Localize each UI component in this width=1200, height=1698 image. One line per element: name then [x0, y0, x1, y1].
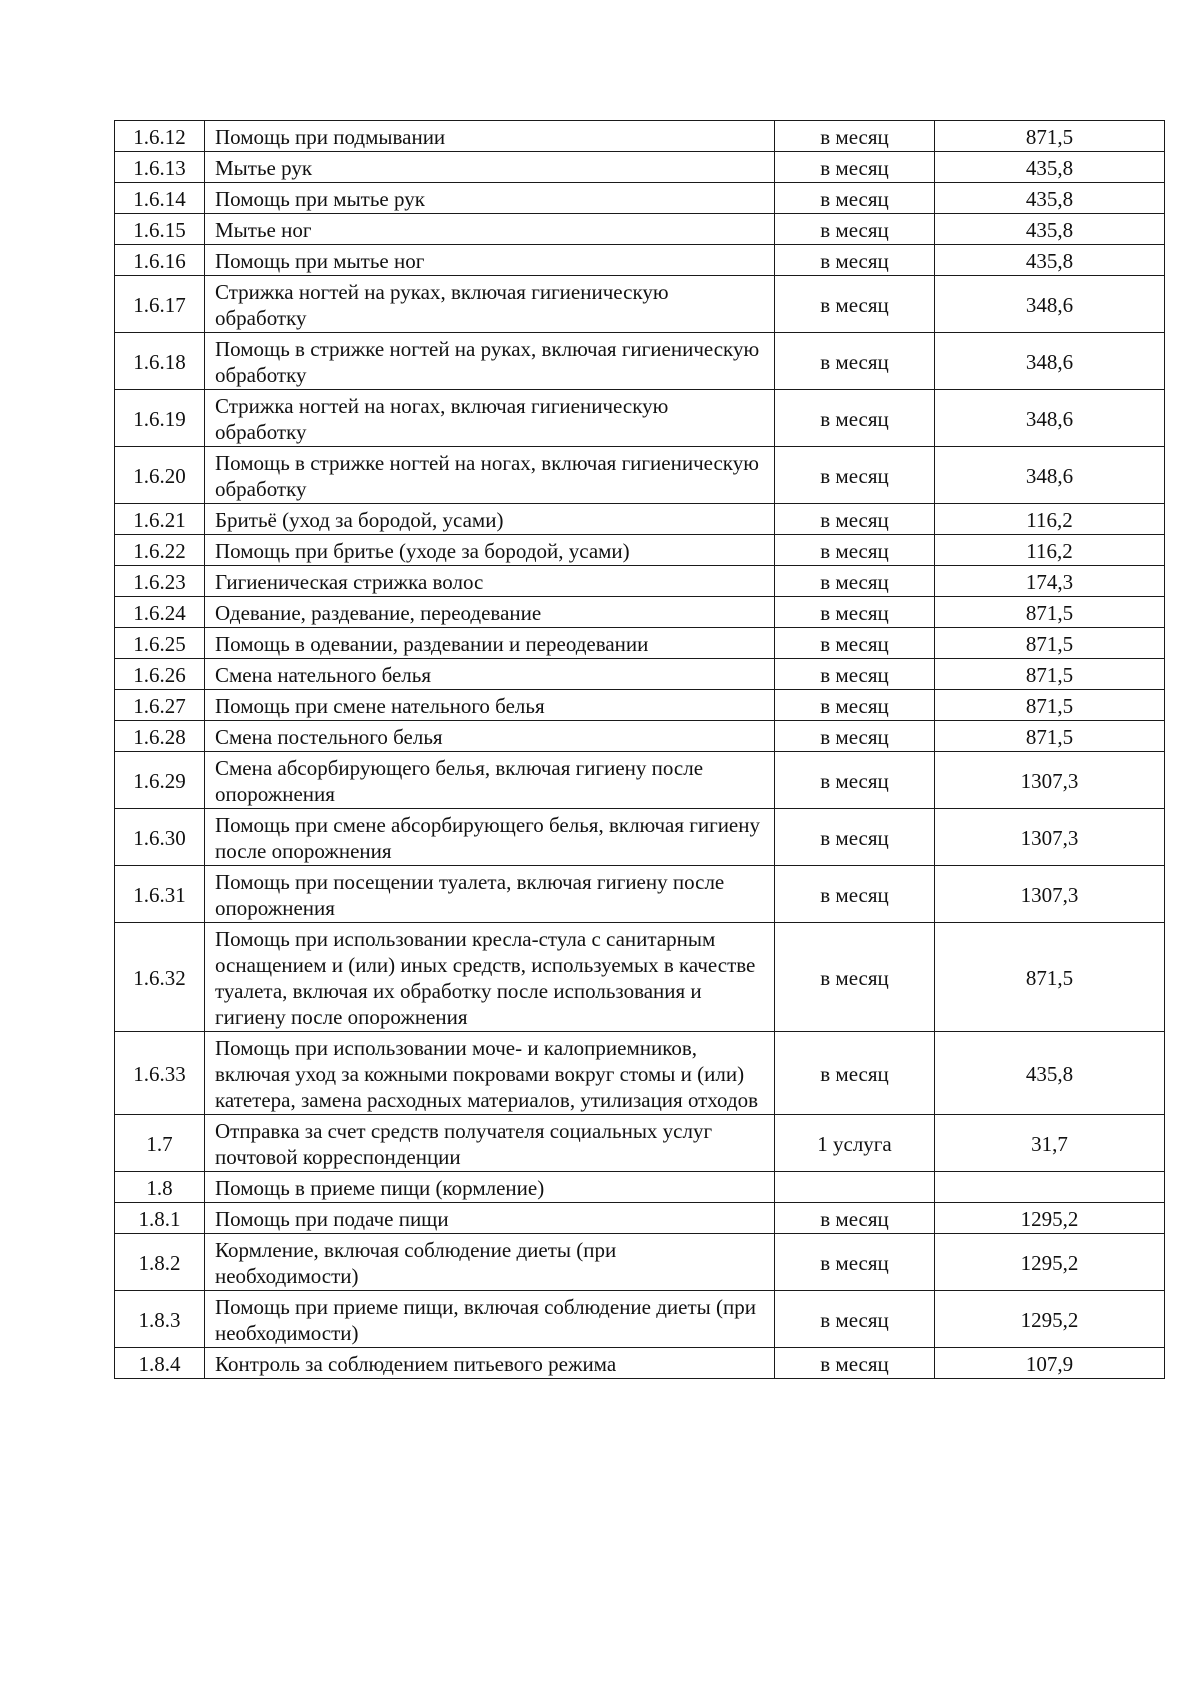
unit-of-measure: в месяц	[775, 121, 935, 152]
table-row	[115, 566, 1165, 597]
service-price: 116,2	[935, 535, 1165, 566]
unit-of-measure: в месяц	[775, 1348, 935, 1379]
row-number: 1.7	[115, 1115, 205, 1172]
row-number: 1.8.2	[115, 1234, 205, 1291]
table-row	[115, 752, 1165, 809]
unit-of-measure	[775, 1172, 935, 1203]
service-name: Помощь при подмывании	[205, 121, 775, 152]
unit-of-measure: в месяц	[775, 923, 935, 1032]
row-number: 1.6.28	[115, 721, 205, 752]
service-price: 435,8	[935, 152, 1165, 183]
row-number: 1.6.32	[115, 923, 205, 1032]
service-name: Помощь при бритье (уходе за бородой, усами)	[205, 535, 775, 566]
service-price: 435,8	[935, 245, 1165, 276]
service-name: Гигиеническая стрижка волос	[205, 566, 775, 597]
service-name: Смена постельного белья	[205, 721, 775, 752]
row-number: 1.6.22	[115, 535, 205, 566]
row-number: 1.6.30	[115, 809, 205, 866]
row-number: 1.6.21	[115, 504, 205, 535]
service-name: Контроль за соблюдением питьевого режима	[205, 1348, 775, 1379]
unit-of-measure: в месяц	[775, 566, 935, 597]
table-row	[115, 504, 1165, 535]
unit-of-measure: в месяц	[775, 447, 935, 504]
service-price: 348,6	[935, 333, 1165, 390]
service-price: 871,5	[935, 721, 1165, 752]
unit-of-measure: в месяц	[775, 1203, 935, 1234]
service-name: Отправка за счет средств получателя социальных услуг почтовой корреспонденции	[205, 1115, 775, 1172]
service-name: Смена нательного белья	[205, 659, 775, 690]
unit-of-measure: в месяц	[775, 245, 935, 276]
service-price: 1295,2	[935, 1291, 1165, 1348]
table-row	[115, 1203, 1165, 1234]
row-number: 1.8	[115, 1172, 205, 1203]
unit-of-measure: в месяц	[775, 690, 935, 721]
service-price: 31,7	[935, 1115, 1165, 1172]
row-number: 1.6.27	[115, 690, 205, 721]
table-row	[115, 333, 1165, 390]
table-row	[115, 721, 1165, 752]
service-price: 871,5	[935, 121, 1165, 152]
row-number: 1.6.16	[115, 245, 205, 276]
unit-of-measure: в месяц	[775, 809, 935, 866]
service-name: Мытье ног	[205, 214, 775, 245]
service-price: 871,5	[935, 628, 1165, 659]
row-number: 1.6.24	[115, 597, 205, 628]
table-row	[115, 245, 1165, 276]
service-name: Помощь при мытье рук	[205, 183, 775, 214]
unit-of-measure: в месяц	[775, 276, 935, 333]
service-name: Стрижка ногтей на руках, включая гигиеническую обработку	[205, 276, 775, 333]
service-price: 435,8	[935, 183, 1165, 214]
row-number: 1.8.3	[115, 1291, 205, 1348]
service-price: 107,9	[935, 1348, 1165, 1379]
service-name: Мытье рук	[205, 152, 775, 183]
unit-of-measure: в месяц	[775, 183, 935, 214]
unit-of-measure: в месяц	[775, 214, 935, 245]
row-number: 1.6.31	[115, 866, 205, 923]
service-price: 1295,2	[935, 1203, 1165, 1234]
unit-of-measure: в месяц	[775, 659, 935, 690]
table-row	[115, 1291, 1165, 1348]
services-price-table	[114, 120, 1165, 1379]
table-row	[115, 809, 1165, 866]
unit-of-measure: в месяц	[775, 866, 935, 923]
service-name: Кормление, включая соблюдение диеты (при необходимости)	[205, 1234, 775, 1291]
table-row	[115, 535, 1165, 566]
service-price: 116,2	[935, 504, 1165, 535]
service-name: Одевание, раздевание, переодевание	[205, 597, 775, 628]
row-number: 1.6.20	[115, 447, 205, 504]
table-row	[115, 214, 1165, 245]
row-number: 1.6.14	[115, 183, 205, 214]
service-name: Помощь при посещении туалета, включая гигиену после опорожнения	[205, 866, 775, 923]
row-number: 1.6.13	[115, 152, 205, 183]
service-price: 1307,3	[935, 752, 1165, 809]
service-price: 435,8	[935, 1032, 1165, 1115]
table-row	[115, 121, 1165, 152]
row-number: 1.6.18	[115, 333, 205, 390]
unit-of-measure: в месяц	[775, 1032, 935, 1115]
service-name: Помощь при смене нательного белья	[205, 690, 775, 721]
table-row	[115, 1172, 1165, 1203]
row-number: 1.6.26	[115, 659, 205, 690]
table-row	[115, 183, 1165, 214]
service-name: Помощь в одевании, раздевании и переодевании	[205, 628, 775, 659]
service-name: Помощь при использовании кресла-стула с санитарным оснащением и (или) иных средств, используемых в качестве туалета, включая их обработку после использования и гигиену после опорожнения	[205, 923, 775, 1032]
service-price	[935, 1172, 1165, 1203]
service-name: Помощь при подаче пищи	[205, 1203, 775, 1234]
table-row	[115, 659, 1165, 690]
service-price: 348,6	[935, 447, 1165, 504]
service-price: 174,3	[935, 566, 1165, 597]
table-row	[115, 628, 1165, 659]
table-row	[115, 923, 1165, 1032]
row-number: 1.6.29	[115, 752, 205, 809]
unit-of-measure: в месяц	[775, 535, 935, 566]
unit-of-measure: в месяц	[775, 1291, 935, 1348]
unit-of-measure: в месяц	[775, 390, 935, 447]
row-number: 1.6.15	[115, 214, 205, 245]
service-name: Бритьё (уход за бородой, усами)	[205, 504, 775, 535]
service-name: Помощь при приеме пищи, включая соблюдение диеты (при необходимости)	[205, 1291, 775, 1348]
service-price: 1295,2	[935, 1234, 1165, 1291]
unit-of-measure: в месяц	[775, 152, 935, 183]
unit-of-measure: в месяц	[775, 1234, 935, 1291]
table-row	[115, 690, 1165, 721]
table-row	[115, 597, 1165, 628]
service-name: Стрижка ногтей на ногах, включая гигиеническую обработку	[205, 390, 775, 447]
table-row	[115, 276, 1165, 333]
row-number: 1.6.23	[115, 566, 205, 597]
row-number: 1.6.25	[115, 628, 205, 659]
row-number: 1.8.1	[115, 1203, 205, 1234]
row-number: 1.6.33	[115, 1032, 205, 1115]
unit-of-measure: в месяц	[775, 333, 935, 390]
service-name: Помощь при мытье ног	[205, 245, 775, 276]
row-number: 1.8.4	[115, 1348, 205, 1379]
service-name: Помощь при использовании моче- и калоприемников, включая уход за кожными покровами вокруг стомы и (или) катетера, замена расходных материалов, утилизация отходов	[205, 1032, 775, 1115]
table-row	[115, 1348, 1165, 1379]
service-name: Смена абсорбирующего белья, включая гигиену после опорожнения	[205, 752, 775, 809]
unit-of-measure: в месяц	[775, 504, 935, 535]
table-row	[115, 1032, 1165, 1115]
service-price: 1307,3	[935, 809, 1165, 866]
service-price: 871,5	[935, 690, 1165, 721]
unit-of-measure: в месяц	[775, 752, 935, 809]
table-row	[115, 866, 1165, 923]
service-price: 871,5	[935, 923, 1165, 1032]
table-row	[115, 1234, 1165, 1291]
unit-of-measure: 1 услуга	[775, 1115, 935, 1172]
unit-of-measure: в месяц	[775, 721, 935, 752]
service-name: Помощь при смене абсорбирующего белья, включая гигиену после опорожнения	[205, 809, 775, 866]
service-name: Помощь в стрижке ногтей на ногах, включая гигиеническую обработку	[205, 447, 775, 504]
unit-of-measure: в месяц	[775, 597, 935, 628]
service-price: 871,5	[935, 597, 1165, 628]
row-number: 1.6.17	[115, 276, 205, 333]
service-name: Помощь в стрижке ногтей на руках, включая гигиеническую обработку	[205, 333, 775, 390]
unit-of-measure: в месяц	[775, 628, 935, 659]
service-price: 435,8	[935, 214, 1165, 245]
service-price: 871,5	[935, 659, 1165, 690]
service-price: 1307,3	[935, 866, 1165, 923]
table-row	[115, 152, 1165, 183]
row-number: 1.6.12	[115, 121, 205, 152]
table-row	[115, 390, 1165, 447]
service-price: 348,6	[935, 276, 1165, 333]
service-price: 348,6	[935, 390, 1165, 447]
service-name: Помощь в приеме пищи (кормление)	[205, 1172, 775, 1203]
row-number: 1.6.19	[115, 390, 205, 447]
table-row	[115, 447, 1165, 504]
table-row	[115, 1115, 1165, 1172]
table-body	[115, 121, 1165, 1379]
